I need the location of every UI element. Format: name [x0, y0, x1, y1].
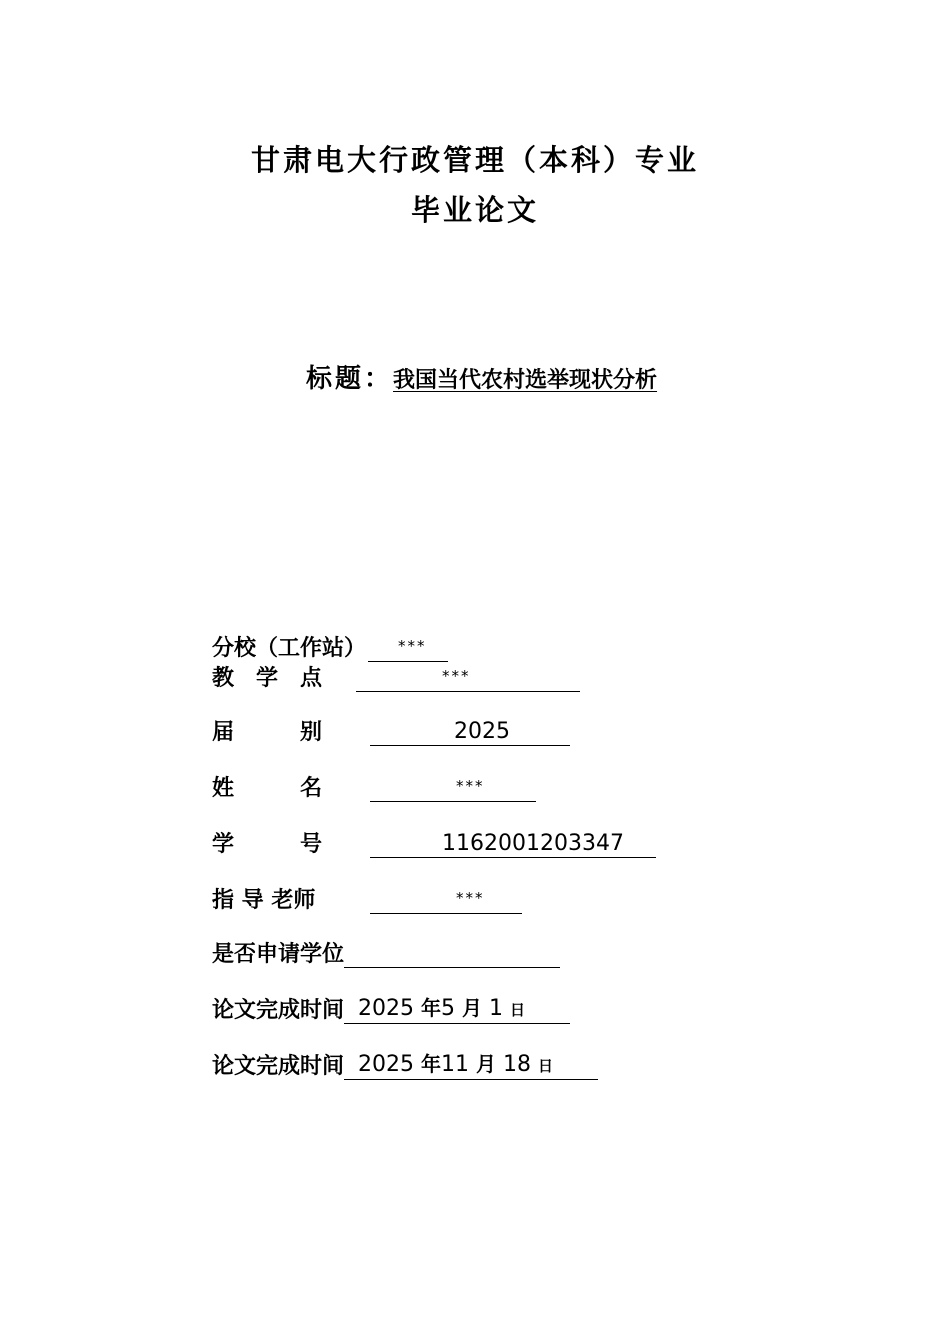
- complete-year-1: 2025: [358, 996, 415, 1021]
- complete-day-unit-1: 日: [510, 1001, 526, 1019]
- degree-apply-row: [212, 940, 560, 968]
- complete-time-field-2: [344, 1052, 598, 1080]
- session-value: 2025: [454, 719, 510, 744]
- complete-month-1: 5: [441, 996, 456, 1021]
- teaching-point-row: [212, 664, 580, 692]
- complete-month-unit-2: 月: [476, 1052, 497, 1076]
- student-id-value: 1162001203347: [442, 831, 624, 856]
- advisor-field: [370, 886, 522, 914]
- document-title-line1: 甘肃电大行政管理（本科）专业: [250, 143, 699, 177]
- branch-field: [368, 634, 448, 662]
- complete-time-row-1: [212, 996, 570, 1024]
- teaching-point-field: [356, 664, 580, 692]
- session-row: [212, 718, 570, 746]
- branch-label: 分校（工作站）: [212, 635, 367, 661]
- complete-year-unit-1: 年: [421, 996, 442, 1020]
- advisor-value: ***: [456, 889, 485, 907]
- complete-year-unit-2: 年: [421, 1052, 442, 1076]
- complete-month-unit-1: 月: [462, 996, 483, 1020]
- student-id-row: [212, 830, 656, 858]
- advisor-label: 指 导 老师: [212, 887, 316, 913]
- branch-value: ***: [398, 637, 427, 655]
- thesis-title-label: 标题：: [306, 364, 394, 394]
- advisor-row: [212, 886, 522, 914]
- complete-time-label-2: 论文完成时间: [212, 1053, 345, 1079]
- name-value: ***: [456, 777, 485, 795]
- thesis-title-value: 我国当代农村选举现状分析: [393, 368, 658, 393]
- teaching-point-label: 教 学 点: [212, 665, 323, 691]
- complete-day-unit-2: 日: [538, 1057, 554, 1075]
- degree-apply-label: 是否申请学位: [212, 941, 345, 967]
- complete-day-1: 1: [489, 996, 504, 1021]
- complete-time-label-1: 论文完成时间: [212, 997, 345, 1023]
- name-label: 姓 名: [212, 775, 323, 801]
- student-id-field: [370, 830, 656, 858]
- complete-day-2: 18: [503, 1052, 532, 1077]
- document-title-line2: 毕业论文: [410, 193, 539, 227]
- name-field: [370, 774, 536, 802]
- thesis-title-row: [306, 358, 657, 395]
- complete-year-2: 2025: [358, 1052, 415, 1077]
- name-row: [212, 774, 536, 802]
- complete-time-row-2: [212, 1052, 598, 1080]
- student-id-label: 学 号: [212, 831, 323, 857]
- session-field: [370, 718, 570, 746]
- session-label: 届 别: [212, 719, 323, 745]
- branch-row: [212, 634, 448, 662]
- degree-apply-field: [344, 940, 560, 968]
- complete-time-field-1: [344, 996, 570, 1024]
- complete-month-2: 11: [441, 1052, 470, 1077]
- teaching-point-value: ***: [442, 667, 471, 685]
